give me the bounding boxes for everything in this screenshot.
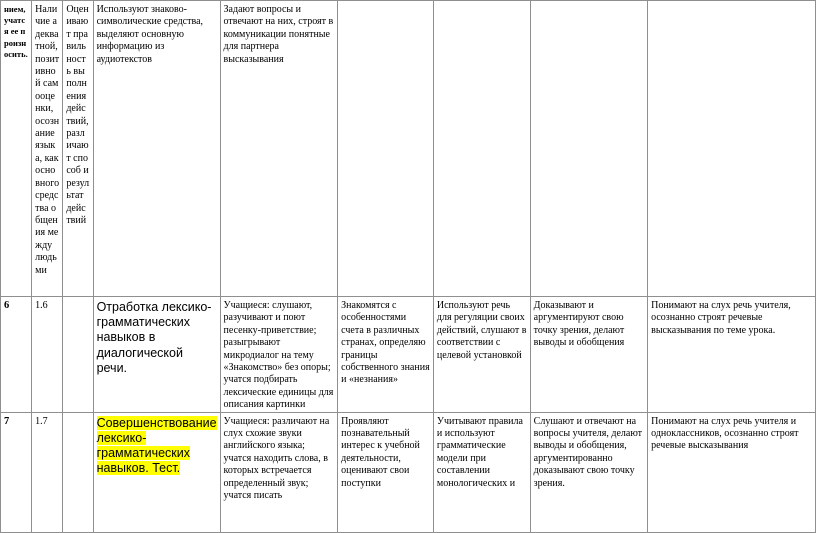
lesson-topic: Отработка лексико-грамматических навыков в диалогической речи.	[93, 297, 220, 413]
cell-empty	[63, 412, 93, 532]
cell-activities: Учащиеся: слушают, разучивают и поют песенку-приветствие; разыгрывают микродиалог на тему «Знакомство» без опоры; учатся подбирать лексические единицы для описания картинки	[220, 297, 338, 413]
lesson-topic-cell	[93, 412, 220, 532]
cell-cognitive-results: Доказывают и аргументируют свою точку зрения, делают выводы и обобщения	[530, 297, 647, 413]
row-number: 7	[1, 412, 32, 532]
table-row	[1, 1, 816, 297]
cell-cognitive-results: Используют знаково-символические средства, выделяют основную информацию из аудиотекстов	[93, 1, 220, 297]
lesson-topic: Совершенствование лексико-грамматических навыков. Тест.	[96, 415, 217, 476]
cell-empty	[433, 1, 530, 297]
cell-regulatory-results: Используют речь для регуляции своих действий, слушают в соответствии с целевой установкой	[433, 297, 530, 413]
cell-personal-results: Проявляют познавательный интерес к учебной деятельности, оценивают свои поступки	[338, 412, 434, 532]
table-row	[1, 297, 816, 413]
cell-communicative-results: Задают вопросы и отвечают на них, строят в коммуникации понятные для партнера высказывания	[220, 1, 338, 297]
cell-communicative-results: Понимают на слух речь учителя, осознанно строят речевые высказывания по теме урока.	[648, 297, 816, 413]
cell-empty	[530, 1, 647, 297]
cell-personal-results: Знакомятся с особенностями счета в различных странах, определяю границы собственного знания и «незнания»	[338, 297, 434, 413]
lesson-code: 1.7	[32, 412, 63, 532]
cell-continued-text: нием, учатся ее произносить.	[1, 1, 32, 297]
cell-empty	[338, 1, 434, 297]
row-number: 6	[1, 297, 32, 413]
lesson-code: 1.6	[32, 297, 63, 413]
cell-empty	[648, 1, 816, 297]
cell-activities: Учащиеся: различают на слух схожие звуки английского языка; учатся находить слова, в которых встречается определенный звук; учатся писать	[220, 412, 338, 532]
table-row	[1, 412, 816, 532]
cell-personal-results: Наличие адекватной, позитивной самооценки, осознание языка, как основного средства общения между людьми	[32, 1, 63, 297]
cell-regulatory-results: Учитывают правила и используют грамматические модели при составлении монологических и	[433, 412, 530, 532]
cell-cognitive-results: Слушают и отвечают на вопросы учителя, делают выводы и обобщения, аргументированно доказывают свою точку зрения.	[530, 412, 647, 532]
cell-regulatory-results: Оценивают правильность выполнения действий, различают способ и результат действий	[63, 1, 93, 297]
cell-empty	[63, 297, 93, 413]
cell-communicative-results: Понимают на слух речь учителя и одноклассников, осознанно строят речевые высказывания	[648, 412, 816, 532]
